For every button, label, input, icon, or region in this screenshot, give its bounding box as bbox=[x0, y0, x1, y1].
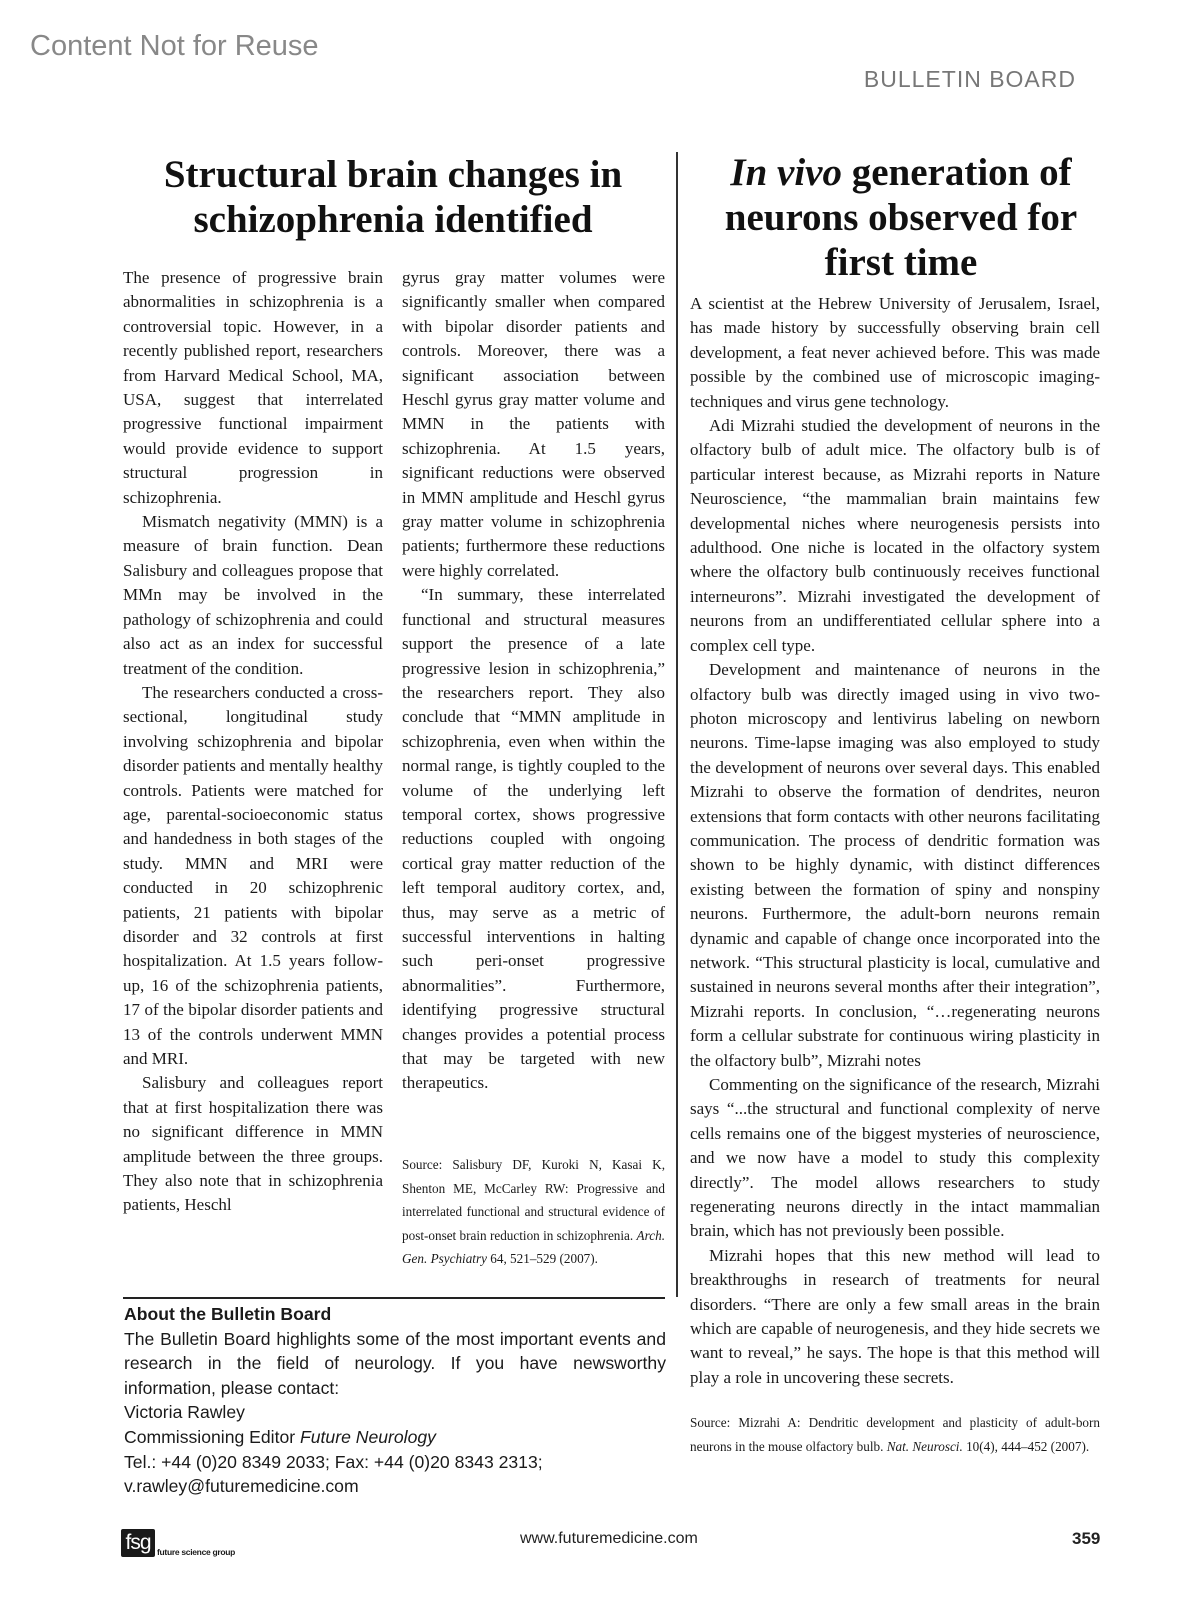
paragraph: Mismatch negativity (MMN) is a measure of brain function. Dean Salisbury and colleagues propose that MMn may be involved in the pathology of schizophrenia and could also act as an index for successful treatment of the condition. bbox=[123, 512, 383, 678]
source-text: Source: Mizrahi A: Dendritic development and plasticity of adult-born neurons in the mouse olfactory bulb. bbox=[690, 1415, 1100, 1454]
paragraph: The researchers conducted a cross-sectional, longitudinal study involving schizophrenia and bipolar disorder patients and mentally healthy controls. Patients were matched for age, parental-socioeconomic status and handedness in both stages of the study. MMN and MRI were conducted in 20 schizophrenic patients, 21 patients with bipolar disorder and 32 controls at first hospitalization. At 1.5 years follow-up, 16 of the schizophrenia patients, 17 of the bipolar disorder patients and 13 of the controls underwent MMN and MRI. bbox=[123, 682, 383, 1068]
column-divider bbox=[676, 152, 678, 1297]
about-body: The Bulletin Board highlights some of the most important events and research in the field of neurology. If you have newsworthy information, please contact: bbox=[124, 1328, 666, 1398]
left-article-source bbox=[402, 1153, 665, 1271]
role-text: Commissioning Editor bbox=[124, 1426, 300, 1447]
right-article-title bbox=[700, 150, 1102, 285]
logo-mark: fsg bbox=[121, 1529, 155, 1557]
right-article-source bbox=[690, 1411, 1100, 1458]
role-journal: Future Neurology bbox=[300, 1426, 436, 1447]
footer-url[interactable]: www.futuremedicine.com bbox=[520, 1530, 698, 1547]
contact-phone: Tel.: +44 (0)20 8349 2033; Fax: +44 (0)20 8343 2313; bbox=[124, 1451, 543, 1472]
source-journal: Arch. Gen. Psychiatry bbox=[402, 1227, 665, 1266]
page-number: 359 bbox=[1072, 1529, 1101, 1548]
source-text: 10(4), 444–452 (2007). bbox=[962, 1438, 1090, 1454]
source-journal: Nat. Neurosci. bbox=[886, 1438, 963, 1454]
paragraph: Development and maintenance of neurons in the olfactory bulb was directly imaged using in vivo two-photon microscopy and lentivirus labeling on newborn neurons. Time-lapse imaging was also employed to study the development of neurons over several days. This enabled Mizrahi to observe the formation of dendrites, neuron extensions that form contacts with other neurons facilitating communication. The process of dendritic formation was shown to be highly dynamic, with distinct differences existing between the formation of spiny and nonspiny neurons. Furthermore, the adult-born neurons remain dynamic and capable of change once incorporated into the network. “This structural plasticity is local, cumulative and sustained in neurons several months after their integration”, Mizrahi reports. In conclusion, “…regenerating neurons form a cellular substrate for continuous wiring plasticity in the olfactory bulb”, Mizrahi notes bbox=[690, 660, 1100, 1070]
fsg-logo bbox=[121, 1529, 235, 1557]
title-rest: generation of neurons observed for first time bbox=[724, 151, 1078, 284]
contact-role bbox=[124, 1425, 666, 1450]
about-box bbox=[124, 1302, 666, 1499]
source-text: Source: Salisbury DF, Kuroki N, Kasai K, Shenton ME, McCarley RW: Progressive and interrelated functional and structural evidence of post-onset brain reduction in schizophrenia. bbox=[402, 1157, 665, 1243]
left-article-title: Structural brain changes in schizophrenia identified bbox=[163, 153, 623, 241]
paragraph: Commenting on the significance of the research, Mizrahi says “...the structural and functional complexity of nerve cells remains one of the biggest mysteries of neuroscience, and we now have a model to study this complexity directly”. The model allows researchers to study regenerating neurons directly in the intact mammalian brain, which has not previously been possible. bbox=[690, 1075, 1100, 1241]
section-label: BULLETIN BOARD bbox=[863, 66, 1076, 92]
watermark: Content Not for Reuse bbox=[30, 30, 319, 62]
left-article-column-2 bbox=[402, 266, 665, 1096]
paragraph: gyrus gray matter volumes were significantly smaller when compared with bipolar disorder patients and controls. Moreover, there was a significant association between Heschl gyrus gray matter volume and MMN in the patients with schizophrenia. At 1.5 years, significant reductions were observed in MMN amplitude and Heschl gyrus gray matter volume in schizophrenia patients; furthermore these reductions were highly correlated. bbox=[402, 268, 665, 580]
paragraph: The presence of progressive brain abnormalities in schizophrenia is a controversial topic. However, in a recently published report, researchers from Harvard Medical School, MA, USA, suggest that interrelated progressive functional impairment would provide evidence to support structural progression in schizophrenia. bbox=[123, 268, 383, 507]
about-title: About the Bulletin Board bbox=[124, 1304, 332, 1324]
contact-name: Victoria Rawley bbox=[124, 1402, 245, 1423]
paragraph: A scientist at the Hebrew University of Jerusalem, Israel, has made history by successfully observing brain cell development, a feat never achieved before. This was made possible by the combined use of microscopic imaging-techniques and virus gene technology. bbox=[690, 294, 1100, 411]
contact-email[interactable]: v.rawley@futuremedicine.com bbox=[124, 1476, 359, 1497]
paragraph: Mizrahi hopes that this new method will lead to breakthroughs in research of treatments for neural disorders. “There are only a few small areas in the brain which are capable of neurogenesis, and they hide secrets we want to reveal,” he says. The hope is that this method will play a role in uncovering these secrets. bbox=[690, 1245, 1100, 1387]
paragraph: “In summary, these interrelated functional and structural measures support the presence of a late progressive lesion in schizophrenia,” the researchers report. They also conclude that “MMN amplitude in schizophrenia, even when within the normal range, is tightly coupled to the volume of the underlying left temporal cortex, shows progressive reductions coupled with ongoing cortical gray matter reduction of the left temporal auditory cortex, and, thus, may serve as a metric of successful interventions in halting such peri-onset progressive abnormalities”. Furthermore, identifying progressive structural changes provides a potential process that may be targeted with new therapeutics. bbox=[402, 585, 665, 1093]
about-rule bbox=[123, 1297, 665, 1299]
left-article-column-1 bbox=[123, 266, 383, 1218]
title-italic: In vivo bbox=[730, 151, 842, 194]
logo-text: future science group bbox=[157, 1547, 236, 1557]
right-article-body bbox=[690, 292, 1100, 1390]
paragraph: Salisbury and colleagues report that at first hospitalization there was no significant difference in MMN amplitude between the three groups. They also note that in schizophrenia patients, Heschl bbox=[123, 1073, 383, 1215]
paragraph: Adi Mizrahi studied the development of neurons in the olfactory bulb of adult mice. The olfactory bulb is of particular interest because, as Mizrahi reports in Nature Neuroscience, “the mammalian brain maintains few developmental niches where neurogenesis persists into adulthood. One niche is located in the olfactory system where the olfactory bulb continuously receives functional interneurons”. Mizrahi investigated the development of neurons from an undifferentiated cellular sphere into a complex cell type. bbox=[690, 416, 1100, 655]
source-text: 64, 521–529 (2007). bbox=[486, 1251, 598, 1266]
